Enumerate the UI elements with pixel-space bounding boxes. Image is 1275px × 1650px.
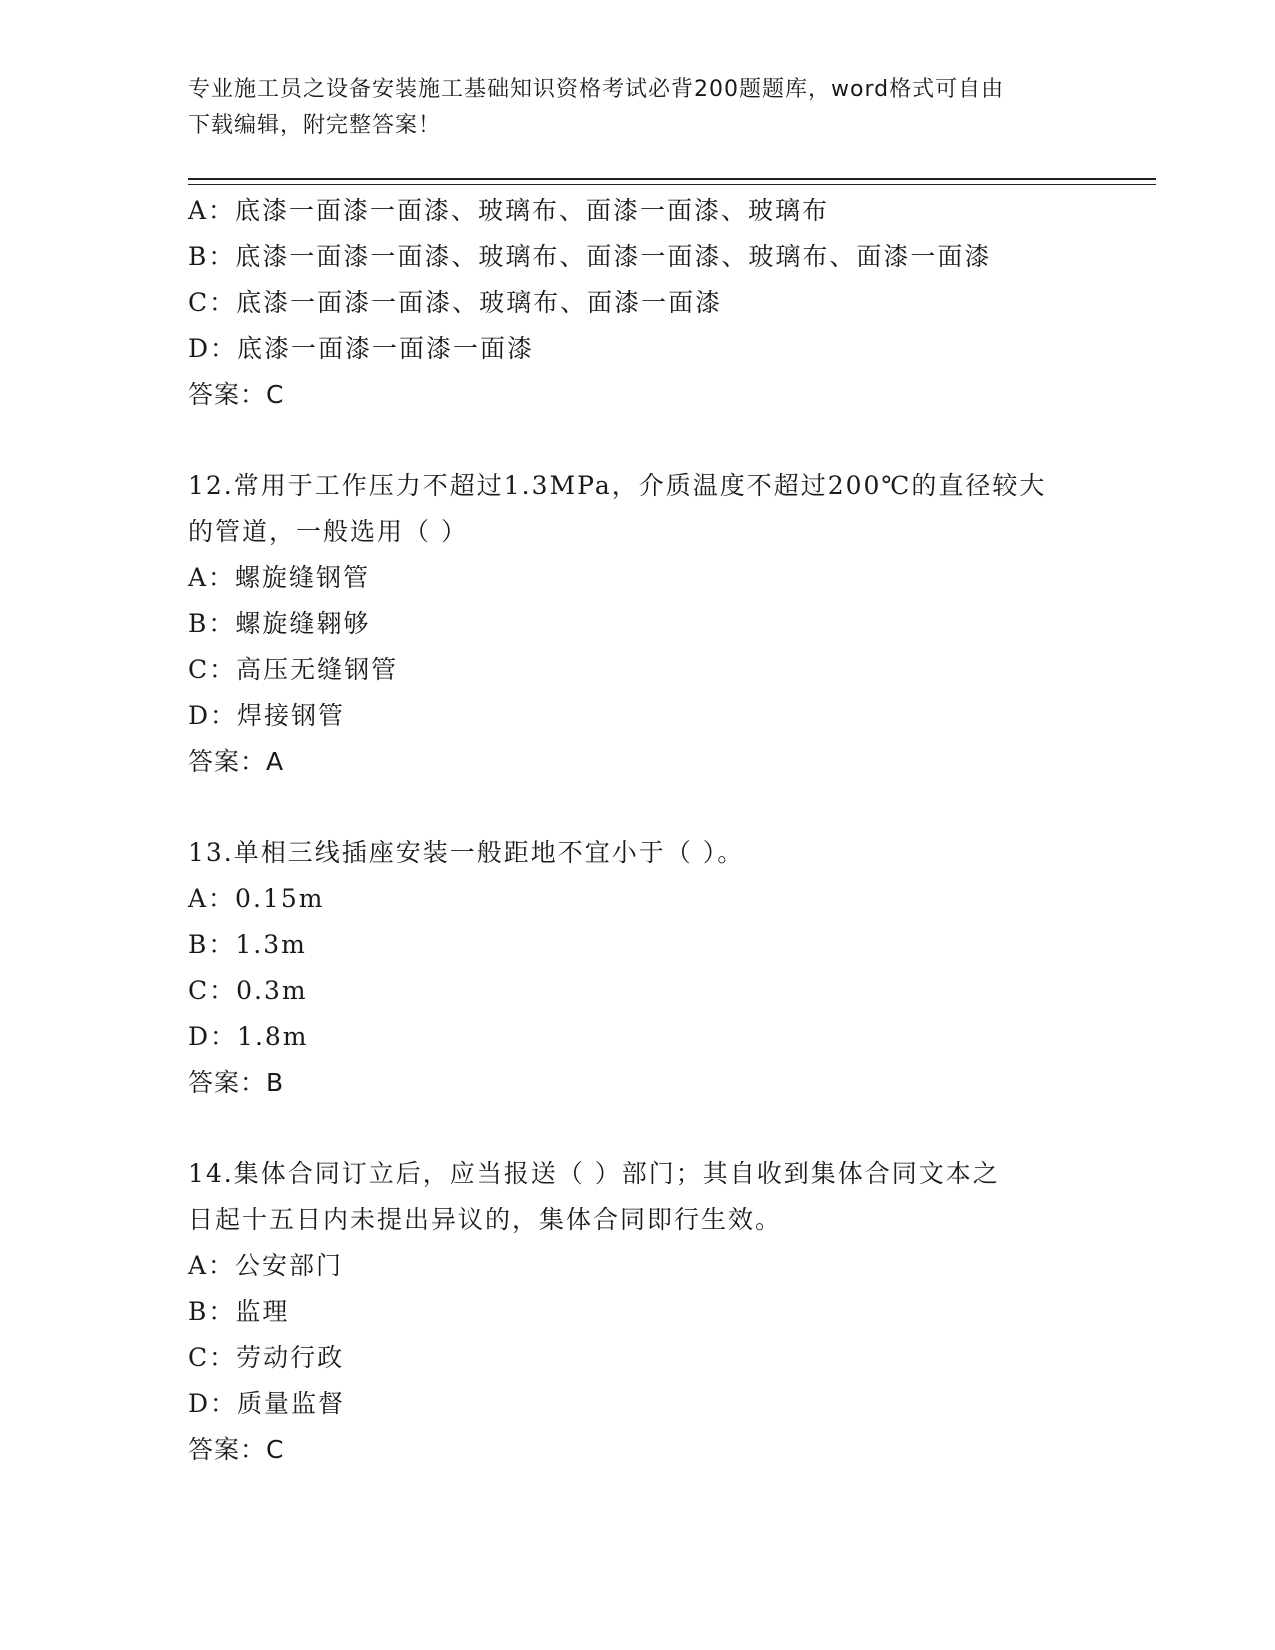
- answer-line: 答案：A: [188, 747, 285, 776]
- option-b: B：螺旋缝翱够: [188, 609, 371, 638]
- option-a: A：底漆一面漆一面漆、玻璃布、面漆一面漆、玻璃布: [188, 196, 830, 225]
- question-13-block: [188, 830, 1088, 1106]
- question-content: [188, 188, 1088, 1473]
- option-c: C：底漆一面漆一面漆、玻璃布、面漆一面漆: [188, 288, 723, 317]
- header-divider-thick: [188, 178, 1156, 180]
- answer-line: 答案：C: [188, 380, 285, 409]
- option-c: C：劳动行政: [188, 1343, 345, 1372]
- option-b: B：底漆一面漆一面漆、玻璃布、面漆一面漆、玻璃布、面漆一面漆: [188, 242, 992, 271]
- option-c: C：高压无缝钢管: [188, 655, 399, 684]
- document-header: [188, 72, 1088, 144]
- option-a: A：螺旋缝钢管: [188, 563, 371, 592]
- option-a: A：0.15m: [188, 884, 325, 913]
- question-11-block: [188, 188, 1088, 418]
- header-line-2: 下载编辑，附完整答案！: [188, 113, 442, 138]
- option-d: D：1.8m: [188, 1022, 309, 1051]
- question-12-block: [188, 463, 1088, 785]
- spacer: [188, 785, 1088, 830]
- option-d: D：质量监督: [188, 1389, 346, 1418]
- question-stem-continued: 日起十五日内未提出异议的，集体合同即行生效。: [188, 1205, 783, 1234]
- option-b: B：1.3m: [188, 930, 307, 959]
- question-14-block: [188, 1151, 1088, 1473]
- question-stem: 14.集体合同订立后，应当报送（ ）部门；其自收到集体合同文本之: [188, 1159, 1000, 1188]
- option-d: D：底漆一面漆一面漆一面漆: [188, 334, 535, 363]
- option-a: A：公安部门: [188, 1251, 344, 1280]
- option-c: C：0.3m: [188, 976, 308, 1005]
- option-d: D：焊接钢管: [188, 701, 346, 730]
- question-stem: 13.单相三线插座安装一般距地不宜小于（ ）。: [188, 838, 745, 867]
- question-stem: 12.常用于工作压力不超过1.3MPa，介质温度不超过200℃的直径较大: [188, 471, 1047, 500]
- header-line-1: 专业施工员之设备安装施工基础知识资格考试必背200题题库，word格式可自由: [188, 77, 1005, 102]
- spacer: [188, 418, 1088, 463]
- option-b: B：监理: [188, 1297, 290, 1326]
- answer-line: 答案：B: [188, 1068, 285, 1097]
- answer-line: 答案：C: [188, 1435, 285, 1464]
- header-divider-thin: [188, 184, 1156, 185]
- spacer: [188, 1106, 1088, 1151]
- question-stem-continued: 的管道，一般选用（ ）: [188, 517, 468, 546]
